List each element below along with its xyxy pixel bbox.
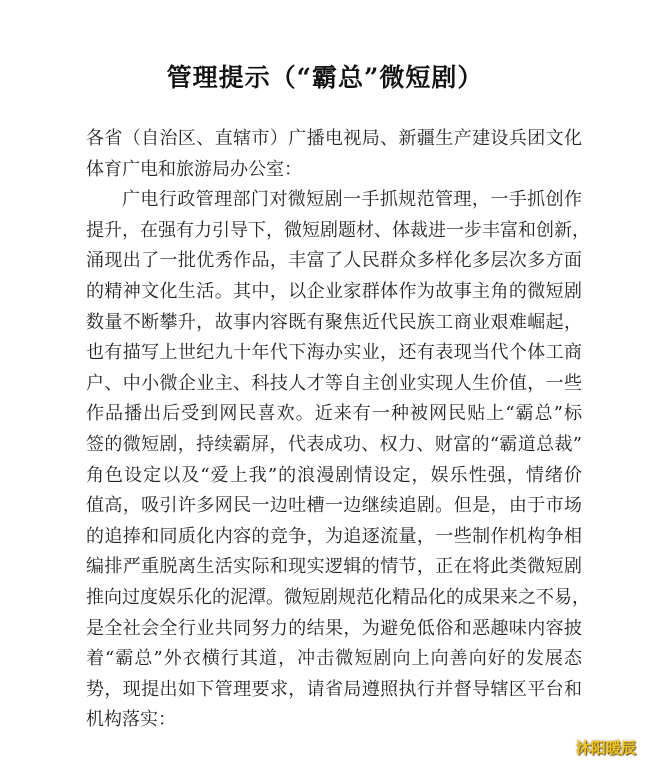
paragraph-line: 的追捧和同质化内容的竞争，为追逐流量，一些制作机构争相 bbox=[86, 525, 582, 547]
paragraph-line: 机构落实： bbox=[86, 709, 176, 731]
paragraph-line: 数量不断攀升，故事内容既有聚焦近代民族工商业艰难崛起， bbox=[86, 311, 582, 333]
paragraph-line: 值高，吸引许多网民一边吐槽一边继续追剧。但是，由于市场 bbox=[86, 495, 582, 517]
paragraph-line: 是全社会全行业共同努力的结果，为避免低俗和恶趣味内容披 bbox=[86, 617, 582, 639]
paragraph-line: 编排严重脱离生活实际和现实逻辑的情节，正在将此类微短剧 bbox=[86, 556, 582, 578]
paragraph-line: 推向过度娱乐化的泥潭。微短剧规范化精品化的成果来之不易， bbox=[86, 586, 590, 608]
paragraph-line: 的精神文化生活。其中，以企业家群体作为故事主角的微短剧 bbox=[86, 280, 582, 302]
addressee-line: 各省（自治区、直辖市）广播电视局、新疆生产建设兵团文化 bbox=[86, 128, 582, 149]
paragraph-line: 势，现提出如下管理要求，请省局遵照执行并督导辖区平台和 bbox=[86, 678, 582, 700]
paragraph-line: 涌现出了一批优秀作品，丰富了人民群众多样化多层次多方面 bbox=[86, 250, 582, 272]
paragraph-line: 提升，在强有力引导下，微短剧题材、体裁进一步丰富和创新， bbox=[86, 219, 590, 241]
watermark-logo: 沐阳暖辰 bbox=[575, 739, 636, 757]
paragraph-line: 作品播出后受到网民喜欢。近来有一种被网民贴上“霸总”标 bbox=[86, 403, 582, 425]
addressee-line: 体育广电和旅游局办公室： bbox=[86, 158, 302, 180]
paragraph-line: 户、中小微企业主、科技人才等自主创业实现人生价值，一些 bbox=[86, 372, 582, 394]
paragraph-line: 着“霸总”外衣横行其道，冲击微短剧向上向善向好的发展态 bbox=[86, 648, 582, 670]
document-title: 管理提示（“霸总”微短剧） bbox=[166, 63, 484, 92]
paragraph-line: 也有描写上世纪九十年代下海办实业，还有表现当代个体工商 bbox=[86, 342, 582, 364]
paragraph-line: 角色设定以及“爱上我”的浪漫剧情设定，娱乐性强，情绪价 bbox=[86, 464, 582, 486]
document-body bbox=[86, 124, 590, 736]
paragraph-line: 签的微短剧，持续霸屏，代表成功、权力、财富的“霸道总裁” bbox=[86, 433, 582, 455]
paragraph-line: 广电行政管理部门对微短剧一手抓规范管理，一手抓创作 bbox=[122, 189, 582, 211]
